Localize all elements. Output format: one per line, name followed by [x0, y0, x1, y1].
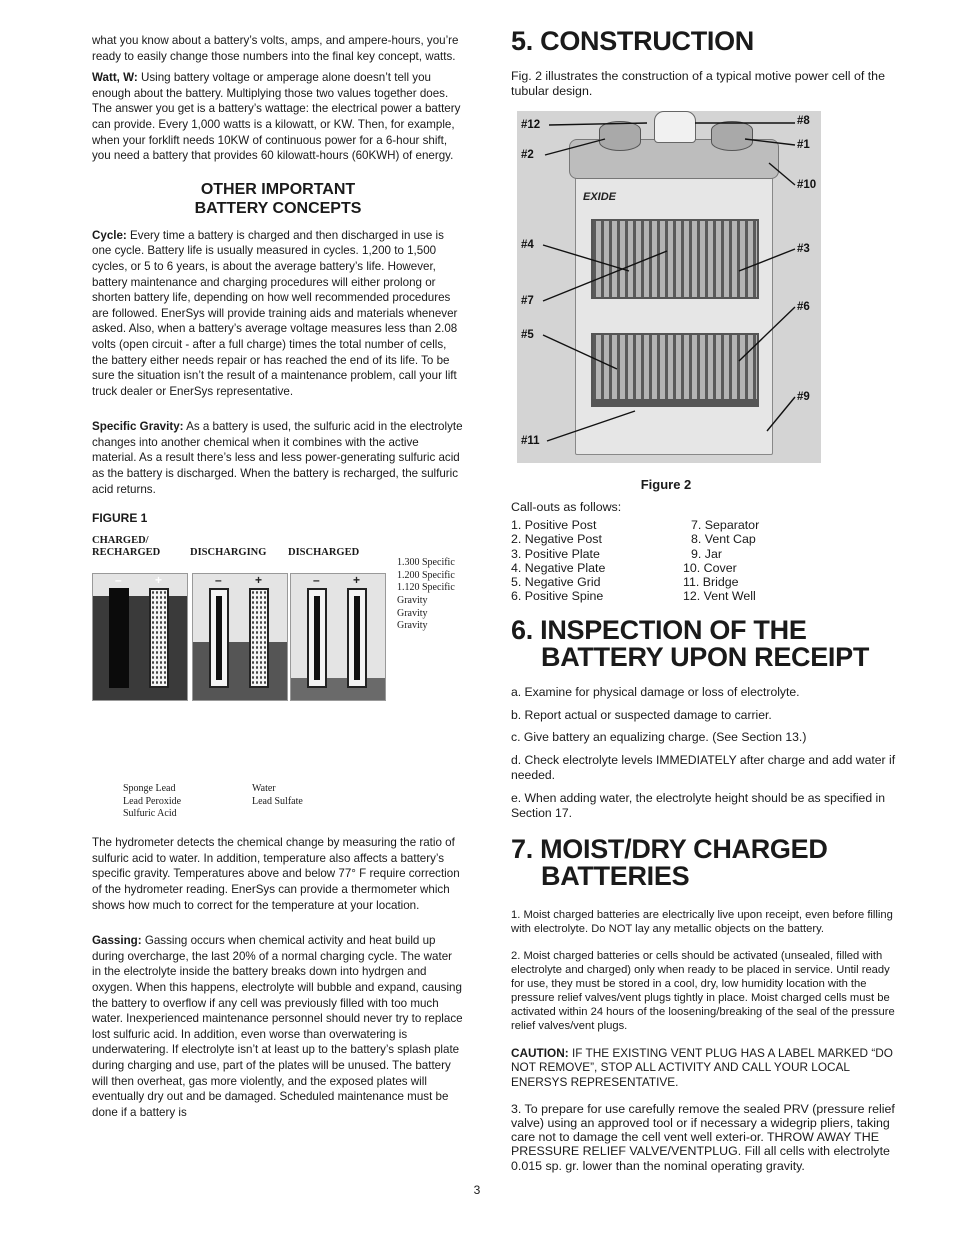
section7-heading — [511, 833, 901, 891]
legend-lead-peroxide: Lead Peroxide — [123, 795, 182, 807]
left-column — [92, 33, 464, 1126]
moist-dry-section — [511, 908, 901, 1173]
gravity-line-3: 1.120 Specific — [397, 582, 455, 594]
discharging-cell-diagram — [192, 573, 288, 701]
brand-logo: EXIDE — [583, 191, 617, 203]
watt-text: Using battery voltage or amperage alone doesn’t tell you enough about the battery. Multiplying those two values together does. The answer you get is a battery’s wattage: the electrical power a battery can provide. Every 1,000 watts is a kilowatt, or KW. Then, for example, when your forklift needs 10KW of continuous power for a 6-hour shift, you need a battery that provides 60 kilowatt-hours (60KWH) of energy. — [92, 71, 461, 163]
subheading-line1: OTHER IMPORTANT — [200, 180, 356, 198]
gravity-line-1: 1.300 Specific — [397, 557, 455, 569]
discharged-cell-diagram — [290, 573, 386, 701]
gassing-text: Gassing occurs when chemical activity and heat build up during overcharge, the last 20% of a normal charging cycle. The water in the electrolyte inside the battery breaks down into hydrgen and oxygen. When this happens, electrolyte will bubble and expand, causing the battery to overflow if any cell was previously filled with too much water. Inexperienced maintenance personnel should never try to replace lost sulfuric acid. In addition, even worse than overwatering is underwatering. If electrolyte isn’t at least up to the battery’s splash plate during charging and use, part of the plates will be unused. The battery will then overheat, gas more violently, and the exposed plates will eventually dry out and be damaged. Scheduled maintenance must be done if a battery is — [92, 934, 463, 1119]
page-number: 3 — [473, 1183, 481, 1197]
label-12: #12 — [521, 119, 541, 131]
negative-sign: – — [215, 573, 222, 588]
lead-peroxide-plate — [149, 588, 169, 688]
col1-line2: RECHARGED — [92, 547, 161, 559]
callout-1: 1. Positive Post — [511, 518, 597, 533]
callout-10: 10. Cover — [683, 560, 737, 575]
moist-item-3: 3. To prepare for use carefully remove the sealed PRV (pressure relief valve) using an approved tool or if necessary a widegrip pliers, taking care not to damage the cell vent well exteri-or. THROW AWAY THE PRESSURE RELIEF VALVE/VENTPLUG. Fill all cells with electrolyte 0.015 sp. gr. lower than the nominal operating gravity. — [511, 1101, 895, 1173]
label-6: #6 — [797, 301, 810, 313]
gravity-line-6: Gravity — [397, 620, 428, 632]
subheading-line2: BATTERY CONCEPTS — [194, 199, 362, 217]
discharging-column-heading: DISCHARGING — [190, 547, 267, 559]
inspection-item-d: d. Check electrolyte levels IMMEDIATELY after charge and add water if needed. — [511, 752, 896, 783]
electrolyte-level — [291, 678, 385, 700]
legend-water: Water — [252, 783, 276, 795]
caution-text: IF THE EXISTING VENT PLUG HAS A LABEL MARKED “DO NOT REMOVE”, STOP ALL ACTIVITY AND CALL YOUR LOCAL ENERSYS REPRESENTATIVE. — [511, 1045, 893, 1089]
moist-item-2: 2. Moist charged batteries or cells should be activated (unsealed, filled with electrolyte and charged) only when ready to be placed in service. Until ready for use, they must be stored in a cool, dry, low humidity location with the pressure relief valves/vent plugs tightly in place. Moist charged cells must be activated within 24 hours of the loosening/breaking of the seal of the pressure relief valves/vent plugs. — [511, 949, 895, 1032]
other-concepts-heading — [92, 180, 464, 218]
partially-sulfated-negative-plate — [209, 588, 229, 688]
caution-term: CAUTION: — [511, 1045, 569, 1060]
callout-8: 8. Vent Cap — [691, 532, 756, 547]
gassing-term: Gassing: — [92, 934, 142, 948]
section7-line1: 7. MOIST/DRY CHARGED — [511, 833, 828, 864]
watt-term: Watt, W: — [92, 71, 138, 85]
right-column — [511, 28, 901, 1186]
gravity-labels — [397, 557, 455, 633]
positive-sign: + — [255, 573, 263, 588]
cycle-term: Cycle: — [92, 228, 127, 242]
figure1-label: FIGURE 1 — [92, 511, 148, 526]
positive-sign: + — [353, 573, 361, 588]
positive-sign: + — [155, 573, 163, 588]
section6-line1: 6. INSPECTION OF THE — [511, 615, 807, 646]
gassing-paragraph — [92, 933, 464, 1120]
charged-column-heading — [92, 535, 160, 559]
section6-line2: BATTERY UPON RECEIPT — [541, 642, 870, 673]
cycle-text: Every time a battery is charged and then discharged in use is one cycle. Battery life is usually measured in cycles. 1,200 to 1,500 cycles, or 5 to 6 years, is about the average battery’s life. However, battery maintenance and charging procedures will either prolong or shorten battery life, depending on how well recommended procedures are followed. EnerSys will provide training aids and materials whenever asked. Also, when a battery’s average voltage measures less than 2.08 volts (open circuit - after a full charge) times the total number of cells, the battery either needs repair or has reached the end of its life. To be sure the situation isn’t the result of a maintenance problem, call your lift truck dealer or EnerSys representative. — [92, 228, 458, 398]
section5-heading: 5. CONSTRUCTION — [511, 26, 755, 56]
label-5: #5 — [521, 329, 534, 341]
hydrometer-paragraph: The hydrometer detects the chemical change by measuring the ratio of sulfuric acid to water. In addition, temperature also affects a battery’s specific gravity. Temperatures above and below 77° F require correction of the hydrometer reading. EnerSys can provide a thermometer which shows how much to correct for the temperature at your location. — [92, 836, 460, 912]
callout-2: 2. Negative Post — [511, 532, 602, 547]
watt-paragraph — [92, 70, 464, 164]
callout-7: 7. Separator — [691, 518, 760, 533]
label-3: #3 — [797, 243, 810, 255]
label-10: #10 — [797, 179, 817, 191]
callout-4: 4. Negative Plate — [511, 560, 606, 575]
discharged-column-heading: DISCHARGED — [288, 547, 360, 559]
electrolyte-level — [193, 642, 287, 700]
callouts-intro: Call-outs as follows: — [511, 500, 622, 514]
sulfated-negative-plate — [307, 588, 327, 688]
callout-5: 5. Negative Grid — [511, 575, 601, 590]
figure1 — [92, 535, 464, 835]
specific-gravity-paragraph — [92, 419, 464, 497]
negative-sign: – — [313, 573, 320, 588]
inspection-item-a: a. Examine for physical damage or loss of electrolyte. — [511, 685, 800, 700]
callout-6: 6. Positive Spine — [511, 589, 604, 604]
label-2: #2 — [521, 149, 534, 161]
callout-12: 12. Vent Well — [683, 589, 756, 604]
gravity-line-2: 1.200 Specific — [397, 569, 455, 581]
legend-sulfuric-acid: Sulfuric Acid — [123, 808, 177, 820]
label-8: #8 — [797, 115, 810, 127]
gravity-line-5: Gravity — [397, 607, 428, 619]
label-4: #4 — [521, 239, 534, 251]
legend-left — [123, 783, 181, 821]
callout-list — [511, 500, 901, 603]
callout-arrows — [517, 111, 821, 463]
label-9: #9 — [797, 391, 810, 403]
callout-3: 3. Positive Plate — [511, 546, 600, 561]
sg-term: Specific Gravity: — [92, 420, 184, 434]
charged-cell-diagram — [92, 573, 188, 701]
legend-lead-sulfate: Lead Sulfate — [252, 795, 303, 807]
label-11: #11 — [521, 435, 540, 447]
electrolyte-level — [93, 596, 187, 700]
callout-11: 11. Bridge — [683, 575, 739, 590]
section7-line2: BATTERIES — [541, 860, 690, 891]
partially-sulfated-positive-plate — [249, 588, 269, 688]
callout-9: 9. Jar — [691, 546, 722, 561]
sponge-lead-plate — [109, 588, 129, 688]
intro-paragraph: what you know about a battery’s volts, amps, and ampere-hours, you’re ready to easily change those numbers into the final key concept, watts. — [92, 34, 459, 63]
figure2-battery-cutaway — [517, 111, 821, 463]
section6-heading — [511, 617, 901, 671]
sg-text: As a battery is used, the sulfuric acid in the electrolyte changes into another chemical when it combines with the active material. As a result there’s less and less power-generating sulfuric acid as the battery is discharged. When the battery is recharged, the sulfuric acid returns. — [92, 420, 463, 496]
negative-sign: – — [115, 573, 122, 588]
caution-paragraph — [511, 1046, 901, 1089]
gravity-line-4: Gravity — [397, 595, 428, 607]
col1-line1: CHARGED/ — [92, 535, 149, 547]
cycle-paragraph — [92, 228, 464, 400]
label-1: #1 — [797, 139, 810, 151]
inspection-list — [511, 685, 901, 822]
moist-item-1: 1. Moist charged batteries are electrically live upon receipt, even before filling with electrolyte. Do NOT lay any metallic objects on the battery. — [511, 908, 893, 935]
legend-sponge-lead: Sponge Lead — [123, 783, 176, 795]
inspection-item-e: e. When adding water, the electrolyte height should be as specified in Section 17. — [511, 790, 885, 821]
inspection-item-c: c. Give battery an equalizing charge. (See Section 13.) — [511, 730, 807, 745]
figure2-label: Figure 2 — [640, 477, 692, 492]
legend-right — [252, 783, 303, 808]
label-7: #7 — [521, 295, 534, 307]
inspection-item-b: b. Report actual or suspected damage to carrier. — [511, 707, 772, 722]
sulfated-positive-plate — [347, 588, 367, 688]
section5-text: Fig. 2 illustrates the construction of a typical motive power cell of the tubular design. — [511, 69, 885, 98]
